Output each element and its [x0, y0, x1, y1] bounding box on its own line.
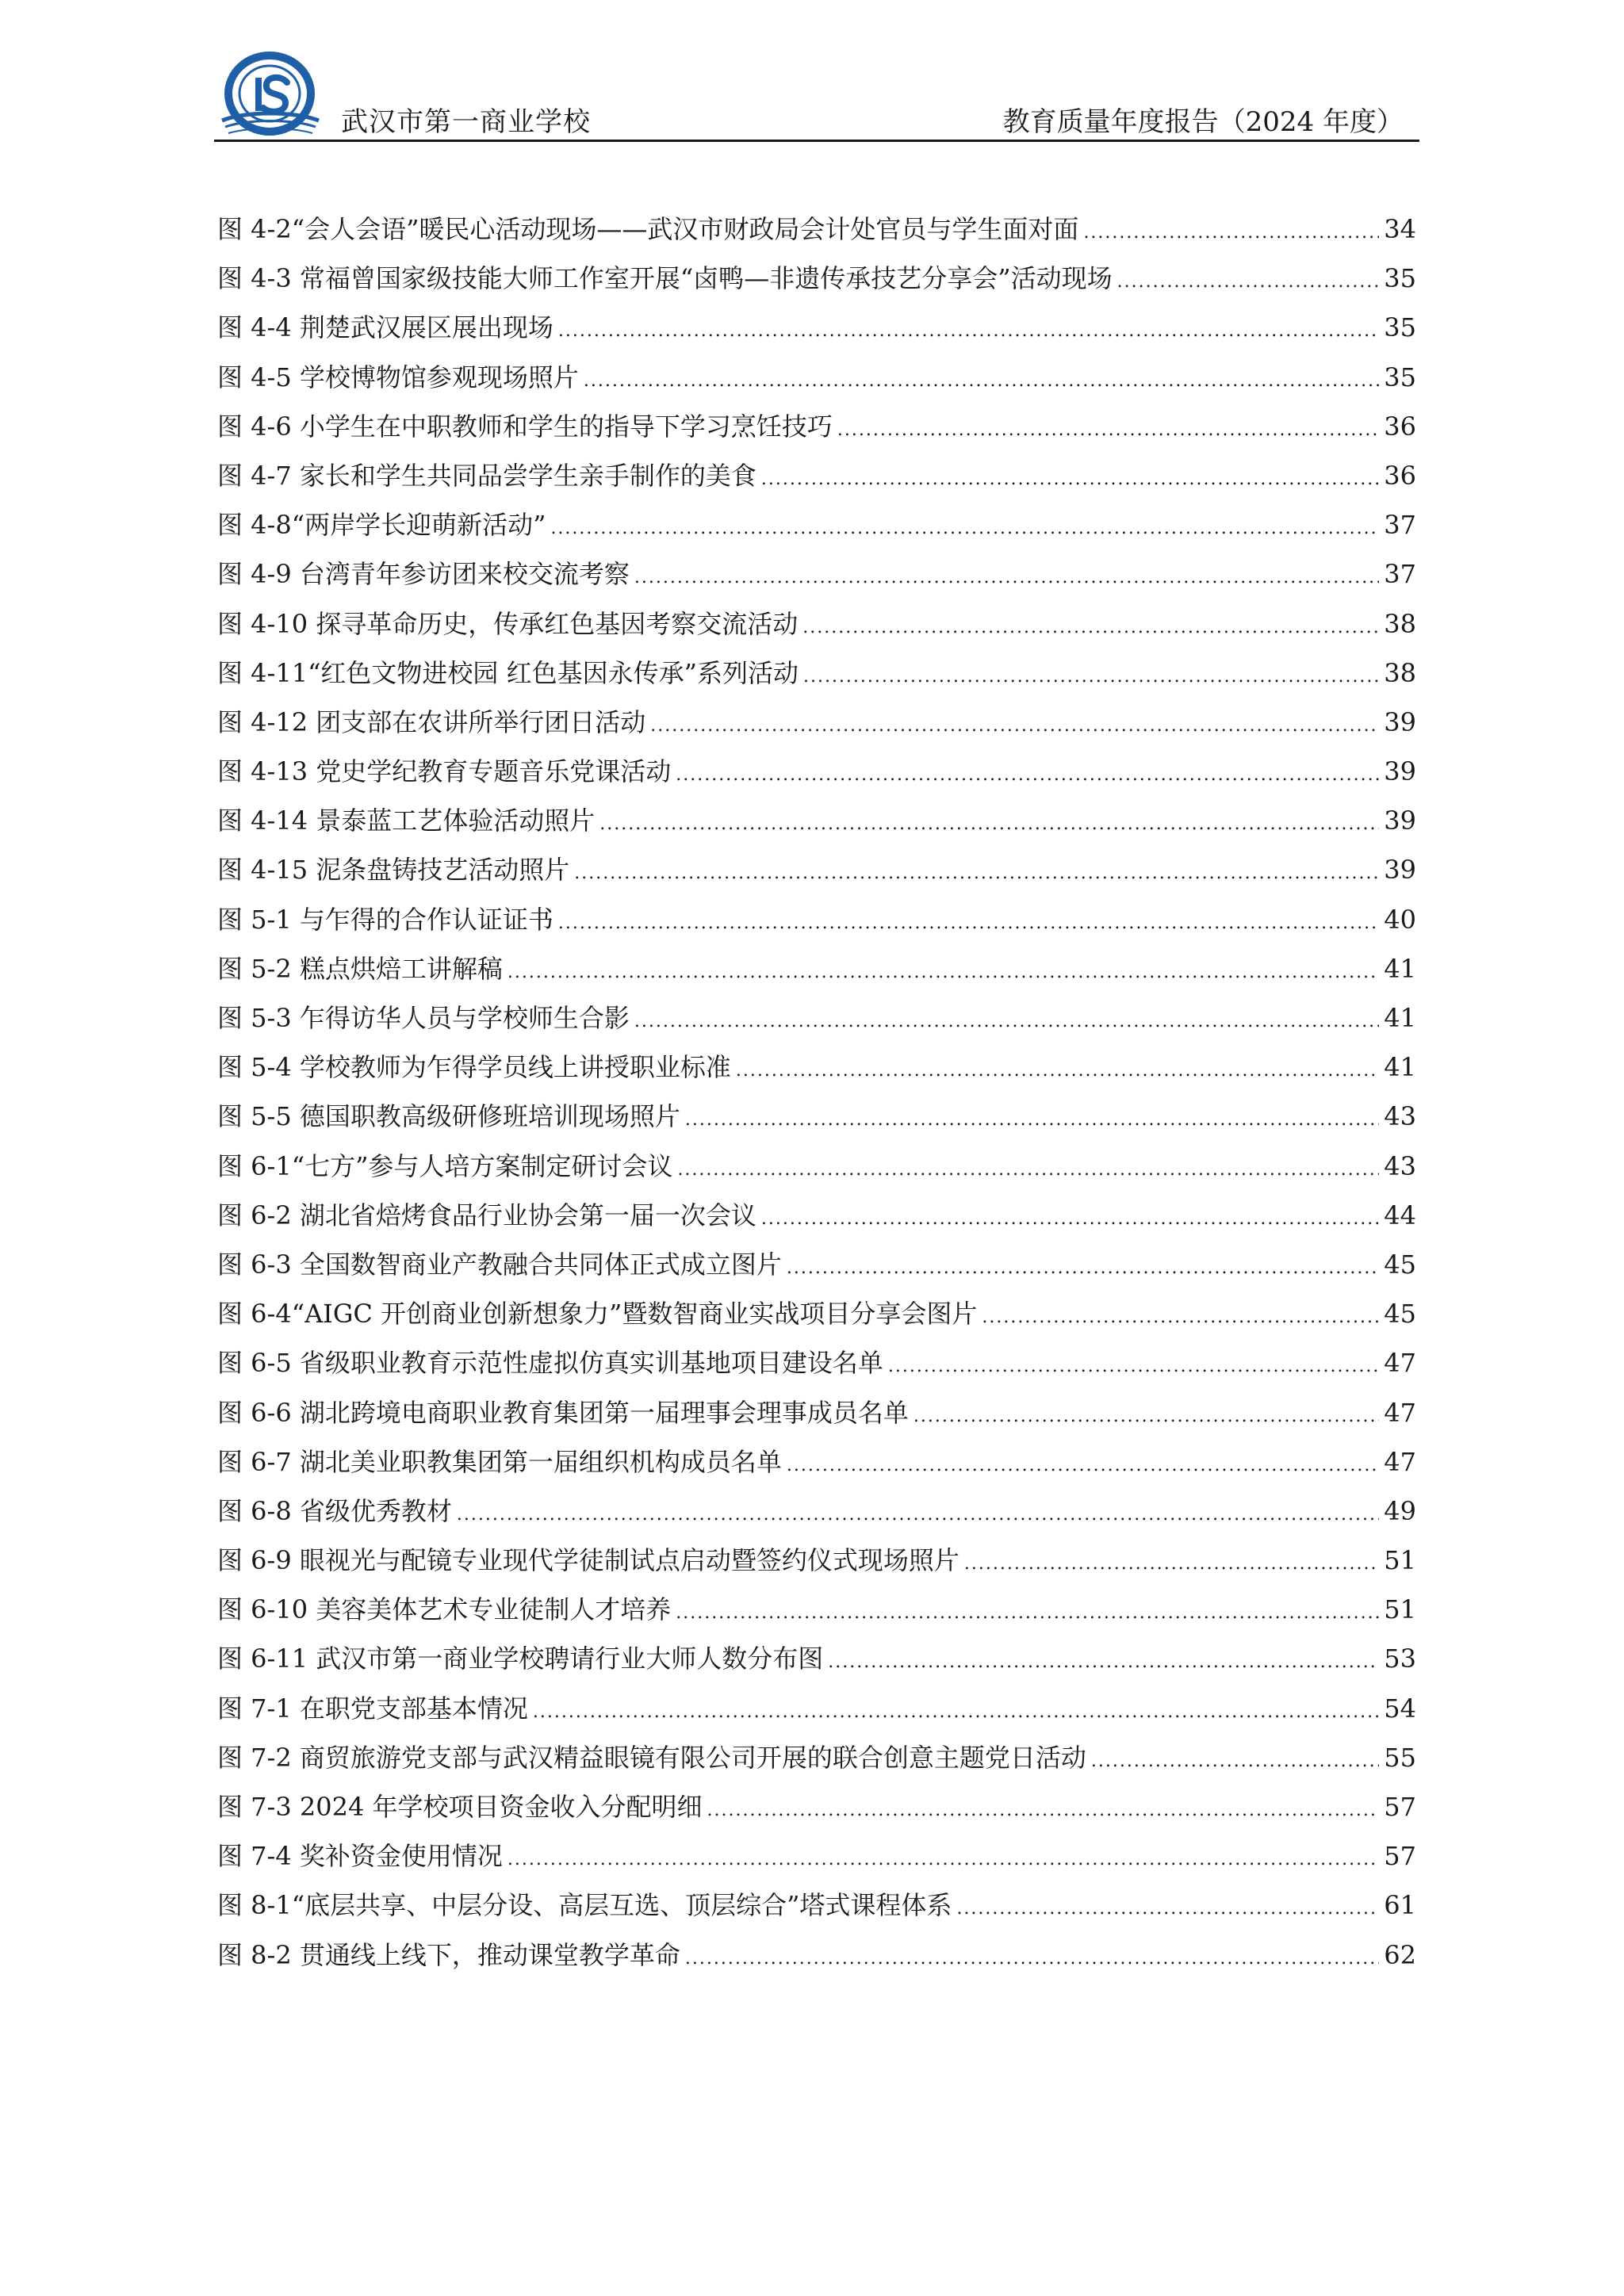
toc-entry[interactable] — [217, 1931, 1416, 1980]
toc-entry-page-number: 36 — [1384, 411, 1416, 442]
toc-entry-label: 图 6-2 湖北省焙烤食品行业协会第一届一次会议 — [217, 1200, 756, 1230]
toc-entry-page-number: 61 — [1384, 1890, 1416, 1921]
toc-entry[interactable] — [217, 402, 1416, 451]
toc-entry-label: 图 7-2 商贸旅游党支部与武汉精益眼镜有限公司开展的联合创意主题党日活动 — [217, 1742, 1086, 1773]
toc-entry-label: 图 6-4“AIGC 开创商业创新想象力”暨数智商业实战项目分享会图片 — [217, 1299, 978, 1330]
toc-entry-label: 图 4-12 团支部在农讲所举行团日活动 — [217, 706, 646, 737]
toc-entry[interactable] — [217, 1437, 1416, 1487]
toc-entry[interactable] — [217, 1191, 1416, 1240]
toc-entry-label: 图 5-3 乍得访华人员与学校师生合影 — [217, 1003, 630, 1033]
dot-leader — [634, 997, 1379, 1047]
toc-entry-label: 图 6-9 眼视光与配镜专业现代学徒制试点启动暨签约仪式现场照片 — [217, 1545, 959, 1576]
toc-entry[interactable] — [217, 895, 1416, 944]
dot-leader — [508, 1835, 1379, 1885]
dot-leader — [787, 1244, 1379, 1293]
dot-leader — [956, 1885, 1379, 1934]
toc-entry-page-number: 51 — [1384, 1545, 1416, 1576]
toc-entry[interactable] — [217, 993, 1416, 1043]
toc-entry[interactable] — [217, 1142, 1416, 1191]
toc-entry-page-number: 40 — [1384, 904, 1416, 935]
toc-entry-page-number: 43 — [1384, 1150, 1416, 1181]
toc-entry[interactable] — [217, 1881, 1416, 1930]
dot-leader — [761, 455, 1379, 504]
toc-entry-page-number: 55 — [1384, 1742, 1416, 1773]
toc-entry-page-number: 41 — [1384, 1003, 1416, 1033]
toc-entry-label: 图 4-11“红色文物进校园 红色基因永传承”系列活动 — [217, 657, 799, 688]
toc-entry-page-number: 47 — [1384, 1348, 1416, 1379]
toc-entry-page-number: 57 — [1384, 1792, 1416, 1822]
toc-entry-label: 图 4-10 探寻革命历史，传承红色基因考察交流活动 — [217, 608, 799, 639]
toc-entry-page-number: 57 — [1384, 1841, 1416, 1872]
toc-entry[interactable] — [217, 303, 1416, 352]
toc-entry[interactable] — [217, 254, 1416, 303]
toc-entry-page-number: 39 — [1384, 706, 1416, 737]
toc-entry-label: 图 4-3 常福曾国家级技能大师工作室开展“卤鸭—非遗传承技艺分享会”活动现场 — [217, 263, 1113, 294]
dot-leader — [599, 800, 1379, 849]
toc-entry-page-number: 44 — [1384, 1200, 1416, 1230]
toc-entry-page-number: 38 — [1384, 657, 1416, 688]
toc-entry[interactable] — [217, 1487, 1416, 1536]
dot-leader — [1091, 1737, 1379, 1786]
dot-leader — [508, 948, 1379, 997]
figure-index-list — [217, 205, 1416, 1980]
toc-entry-page-number: 51 — [1384, 1594, 1416, 1625]
toc-entry-page-number: 39 — [1384, 806, 1416, 836]
toc-entry-label: 图 6-10 美容美体艺术专业徒制人才培养 — [217, 1594, 672, 1625]
toc-entry[interactable] — [217, 599, 1416, 649]
dot-leader — [707, 1786, 1380, 1835]
toc-entry-page-number: 47 — [1384, 1397, 1416, 1428]
toc-entry-label: 图 4-14 景泰蓝工艺体验活动照片 — [217, 806, 596, 836]
school-emblem-icon — [214, 48, 325, 140]
dot-leader — [685, 1096, 1379, 1145]
toc-entry-page-number: 41 — [1384, 953, 1416, 984]
toc-entry-label: 图 5-2 糕点烘焙工讲解稿 — [217, 953, 503, 984]
dot-leader — [914, 1392, 1379, 1441]
toc-entry[interactable] — [217, 1782, 1416, 1831]
toc-entry-label: 图 4-5 学校博物馆参观现场照片 — [217, 362, 579, 392]
toc-entry-label: 图 4-4 荆楚武汉展区展出现场 — [217, 312, 553, 343]
toc-entry-label: 图 4-9 台湾青年参访团来校交流考察 — [217, 559, 630, 590]
dot-leader — [1117, 258, 1380, 307]
toc-entry-page-number: 45 — [1384, 1249, 1416, 1280]
toc-entry[interactable] — [217, 500, 1416, 549]
toc-entry-label: 图 6-8 省级优秀教材 — [217, 1495, 452, 1526]
toc-entry[interactable] — [217, 796, 1416, 845]
toc-entry[interactable] — [217, 205, 1416, 254]
toc-entry-label: 图 7-3 2024 年学校项目资金收入分配明细 — [217, 1792, 703, 1822]
toc-entry-label: 图 6-3 全国数智商业产教融合共同体正式成立图片 — [217, 1249, 782, 1280]
toc-entry-page-number: 62 — [1384, 1939, 1416, 1970]
toc-entry[interactable] — [217, 1338, 1416, 1387]
toc-entry[interactable] — [217, 1240, 1416, 1289]
toc-entry[interactable] — [217, 1388, 1416, 1437]
dot-leader — [803, 652, 1379, 702]
dot-leader — [677, 1146, 1379, 1195]
toc-entry-label: 图 4-15 泥条盘铸技艺活动照片 — [217, 855, 570, 886]
toc-entry[interactable] — [217, 649, 1416, 698]
toc-entry-page-number: 39 — [1384, 855, 1416, 886]
dot-leader — [650, 702, 1379, 751]
toc-entry-page-number: 45 — [1384, 1299, 1416, 1330]
toc-entry-page-number: 35 — [1384, 362, 1416, 392]
toc-entry-label: 图 6-11 武汉市第一商业学校聘请行业大师人数分布图 — [217, 1644, 824, 1674]
toc-entry[interactable] — [217, 944, 1416, 993]
toc-entry[interactable] — [217, 1536, 1416, 1585]
toc-entry-page-number: 49 — [1384, 1495, 1416, 1526]
toc-entry-page-number: 39 — [1384, 756, 1416, 787]
toc-entry-label: 图 4-2“会人会语”暖民心活动现场——武汉市财政局会计处官员与学生面对面 — [217, 214, 1079, 244]
toc-entry-page-number: 36 — [1384, 460, 1416, 491]
toc-entry-page-number: 37 — [1384, 510, 1416, 541]
toc-entry-label: 图 8-1“底层共享、中层分设、高层互选、顶层综合”塔式课程体系 — [217, 1890, 952, 1921]
toc-entry-page-number: 53 — [1384, 1644, 1416, 1674]
toc-entry[interactable] — [217, 1289, 1416, 1338]
dot-leader — [558, 307, 1379, 356]
toc-entry[interactable] — [217, 451, 1416, 500]
toc-entry-label: 图 4-13 党史学纪教育专题音乐党课活动 — [217, 756, 672, 787]
toc-entry[interactable] — [217, 1043, 1416, 1092]
dot-leader — [584, 357, 1379, 406]
dot-leader — [787, 1441, 1379, 1490]
dot-leader — [676, 1589, 1379, 1638]
toc-entry-page-number: 35 — [1384, 263, 1416, 294]
toc-entry[interactable] — [217, 1831, 1416, 1881]
toc-entry-page-number: 54 — [1384, 1693, 1416, 1724]
report-title: 教育质量年度报告（2024 年度） — [1002, 106, 1404, 138]
toc-entry-label: 图 4-8“两岸学长迎萌新活动” — [217, 510, 546, 541]
toc-entry[interactable] — [217, 353, 1416, 402]
toc-entry-label: 图 8-2 贯通线上线下，推动课堂教学革命 — [217, 1939, 680, 1970]
toc-entry-label: 图 6-5 省级职业教育示范性虚拟仿真实训基地项目建设名单 — [217, 1348, 883, 1379]
toc-entry-page-number: 34 — [1384, 214, 1416, 244]
toc-entry-page-number: 37 — [1384, 559, 1416, 590]
toc-entry-label: 图 7-1 在职党支部基本情况 — [217, 1693, 528, 1724]
toc-entry[interactable] — [217, 747, 1416, 796]
dot-leader — [574, 849, 1379, 898]
school-name: 武汉市第一商业学校 — [341, 106, 591, 138]
dot-leader — [761, 1195, 1379, 1244]
dot-leader — [888, 1342, 1379, 1391]
dot-leader — [1083, 209, 1379, 258]
header-divider — [214, 140, 1419, 142]
page-header — [214, 48, 1419, 143]
dot-leader — [736, 1047, 1379, 1096]
toc-entry[interactable] — [217, 1634, 1416, 1683]
toc-entry[interactable] — [217, 549, 1416, 599]
dot-leader — [982, 1293, 1379, 1342]
dot-leader — [558, 899, 1379, 948]
dot-leader — [685, 1934, 1379, 1984]
dot-leader — [802, 603, 1379, 652]
toc-entry-label: 图 5-1 与乍得的合作认证证书 — [217, 904, 553, 935]
toc-entry-label: 图 4-7 家长和学生共同品尝学生亲手制作的美食 — [217, 460, 756, 491]
toc-entry-page-number: 38 — [1384, 608, 1416, 639]
toc-entry[interactable] — [217, 1733, 1416, 1782]
dot-leader — [837, 406, 1379, 455]
toc-entry[interactable] — [217, 1684, 1416, 1733]
toc-entry-page-number: 47 — [1384, 1446, 1416, 1477]
toc-entry-label: 图 6-1“七方”参与人培方案制定研讨会议 — [217, 1150, 673, 1181]
dot-leader — [634, 553, 1379, 603]
toc-entry-page-number: 41 — [1384, 1052, 1416, 1083]
toc-entry-label: 图 7-4 奖补资金使用情况 — [217, 1841, 503, 1872]
dot-leader — [533, 1688, 1379, 1737]
dot-leader — [676, 751, 1379, 800]
toc-entry[interactable] — [217, 698, 1416, 747]
toc-entry[interactable] — [217, 1092, 1416, 1141]
dot-leader — [550, 504, 1379, 553]
toc-entry-label: 图 4-6 小学生在中职教师和学生的指导下学习烹饪技巧 — [217, 411, 833, 442]
dot-leader — [964, 1540, 1379, 1589]
toc-entry-label: 图 6-7 湖北美业职教集团第一届组织机构成员名单 — [217, 1446, 782, 1477]
toc-entry-page-number: 35 — [1384, 312, 1416, 343]
dot-leader — [457, 1490, 1379, 1540]
toc-entry-label: 图 6-6 湖北跨境电商职业教育集团第一届理事会理事成员名单 — [217, 1397, 909, 1428]
dot-leader — [828, 1638, 1379, 1687]
toc-entry-page-number: 43 — [1384, 1101, 1416, 1132]
toc-entry-label: 图 5-5 德国职教高级研修班培训现场照片 — [217, 1101, 680, 1132]
toc-entry[interactable] — [217, 845, 1416, 894]
toc-entry[interactable] — [217, 1585, 1416, 1634]
toc-entry-label: 图 5-4 学校教师为乍得学员线上讲授职业标准 — [217, 1052, 731, 1083]
